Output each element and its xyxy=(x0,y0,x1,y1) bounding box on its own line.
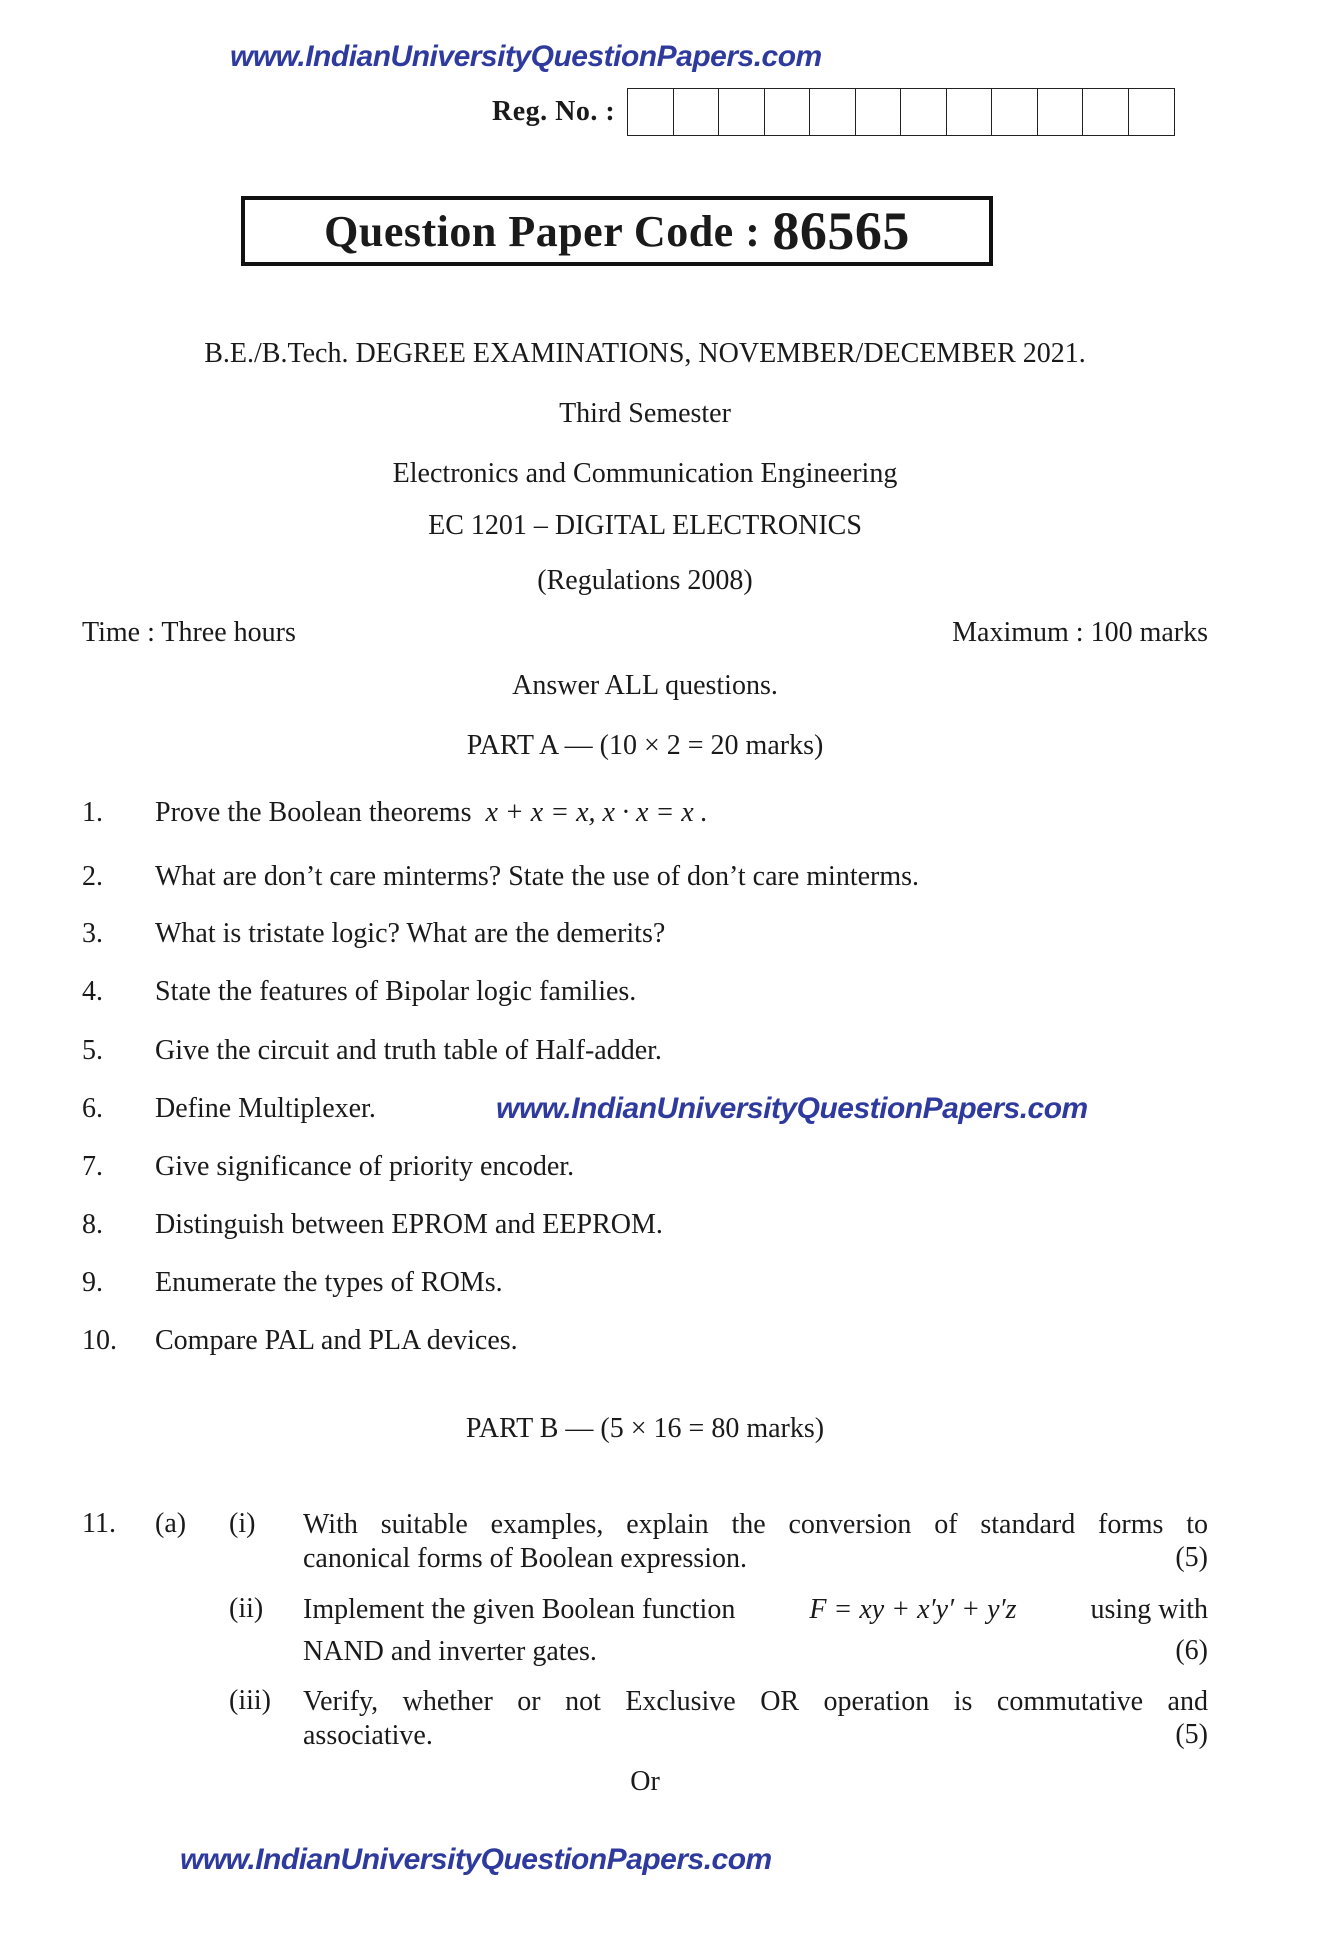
question-text: Give significance of priority encoder. xyxy=(155,1151,575,1182)
question-number: 5. xyxy=(82,1035,103,1066)
reg-digit-box[interactable] xyxy=(992,89,1038,135)
reg-number-label: Reg. No. : xyxy=(492,96,616,127)
part-a-title: PART A — (10 × 2 = 20 marks) xyxy=(466,730,824,761)
question-text-main: Prove the Boolean theorems xyxy=(155,797,472,828)
boolean-expression: x + x = x, x · x = x . xyxy=(485,797,708,828)
reg-digit-box[interactable] xyxy=(765,89,811,135)
question-number: 9. xyxy=(82,1267,103,1298)
subquestion-label: (iii) xyxy=(229,1685,271,1716)
subquestion-text xyxy=(303,1508,1208,1542)
question-text: What are don’t care minterms? State the use of don’t care minterms. xyxy=(155,861,920,892)
subquestion-line: With suitable examples, explain the conversion of standard forms to xyxy=(303,1509,1208,1540)
subquestion-text xyxy=(303,1593,1208,1627)
part-b-title: PART B — (5 × 16 = 80 marks) xyxy=(465,1413,825,1444)
subquestion-text: NAND and inverter gates. xyxy=(303,1636,597,1667)
reg-digit-box[interactable] xyxy=(1129,89,1175,135)
question-number: 7. xyxy=(82,1151,103,1182)
maximum-marks: Maximum : 100 marks xyxy=(952,617,1208,648)
subquestion-text: associative. xyxy=(303,1720,433,1751)
question-number: 3. xyxy=(82,918,103,949)
question-number: 8. xyxy=(82,1209,103,1240)
marks: (6) xyxy=(1175,1635,1208,1666)
question-text: Compare PAL and PLA devices. xyxy=(155,1325,518,1356)
reg-digit-box[interactable] xyxy=(628,89,674,135)
reg-number-row xyxy=(492,88,1175,136)
subquestion-line-end: using with xyxy=(1090,1594,1208,1625)
instruction: Answer ALL questions. xyxy=(512,670,778,701)
question-paper-code: 86565 xyxy=(772,201,910,261)
watermark-middle[interactable]: www.IndianUniversityQuestionPapers.com xyxy=(496,1092,1088,1125)
question-number: 6. xyxy=(82,1093,103,1124)
question-text: Enumerate the types of ROMs. xyxy=(155,1267,503,1298)
question-text xyxy=(155,797,708,829)
department: Electronics and Communication Engineering xyxy=(392,458,898,489)
subquestion-line-start: Implement the given Boolean function xyxy=(303,1594,736,1625)
subquestion-text xyxy=(303,1685,1208,1719)
or-separator: Or xyxy=(630,1766,660,1797)
reg-digit-box[interactable] xyxy=(856,89,902,135)
question-number: 4. xyxy=(82,976,103,1007)
subquestion-label: (ii) xyxy=(229,1593,264,1624)
subquestion-label: (i) xyxy=(229,1508,256,1539)
regulations: (Regulations 2008) xyxy=(537,565,753,596)
boolean-function: F = xy + x′y′ + y′z xyxy=(809,1594,1017,1625)
question-text: Distinguish between EPROM and EEPROM. xyxy=(155,1209,663,1240)
watermark-bottom[interactable]: www.IndianUniversityQuestionPapers.com xyxy=(180,1843,772,1876)
question-number: 2. xyxy=(82,861,103,892)
question-text: Give the circuit and truth table of Half-adder. xyxy=(155,1035,662,1066)
question-paper-code-label: Question Paper Code : xyxy=(324,206,761,256)
reg-digit-box[interactable] xyxy=(947,89,993,135)
reg-digit-box[interactable] xyxy=(674,89,720,135)
reg-digit-box[interactable] xyxy=(1038,89,1084,135)
question-number: 1. xyxy=(82,797,103,828)
reg-digit-box[interactable] xyxy=(1083,89,1129,135)
subquestion-line: Verify, whether or not Exclusive OR operation is commutative and xyxy=(303,1686,1208,1717)
question-paper-code-box xyxy=(241,196,993,266)
reg-digit-box[interactable] xyxy=(810,89,856,135)
reg-digit-box[interactable] xyxy=(901,89,947,135)
semester: Third Semester xyxy=(559,398,731,429)
watermark-top[interactable]: www.IndianUniversityQuestionPapers.com xyxy=(230,40,822,73)
subquestion-text: canonical forms of Boolean expression. xyxy=(303,1543,747,1574)
reg-number-boxes xyxy=(627,88,1175,136)
question-text: What is tristate logic? What are the demerits? xyxy=(155,918,666,949)
reg-digit-box[interactable] xyxy=(719,89,765,135)
marks: (5) xyxy=(1175,1542,1208,1573)
exam-title: B.E./B.Tech. DEGREE EXAMINATIONS, NOVEMBER/DECEMBER 2021. xyxy=(204,338,1086,369)
question-text: Define Multiplexer. xyxy=(155,1093,376,1124)
time-allowed: Time : Three hours xyxy=(82,617,296,648)
question-number: 10. xyxy=(82,1325,117,1356)
subject: EC 1201 – DIGITAL ELECTRONICS xyxy=(428,510,862,541)
question-text: State the features of Bipolar logic families. xyxy=(155,976,637,1007)
question-11-number: 11. xyxy=(82,1508,116,1539)
question-11-part-label: (a) xyxy=(155,1508,187,1539)
marks: (5) xyxy=(1175,1719,1208,1750)
